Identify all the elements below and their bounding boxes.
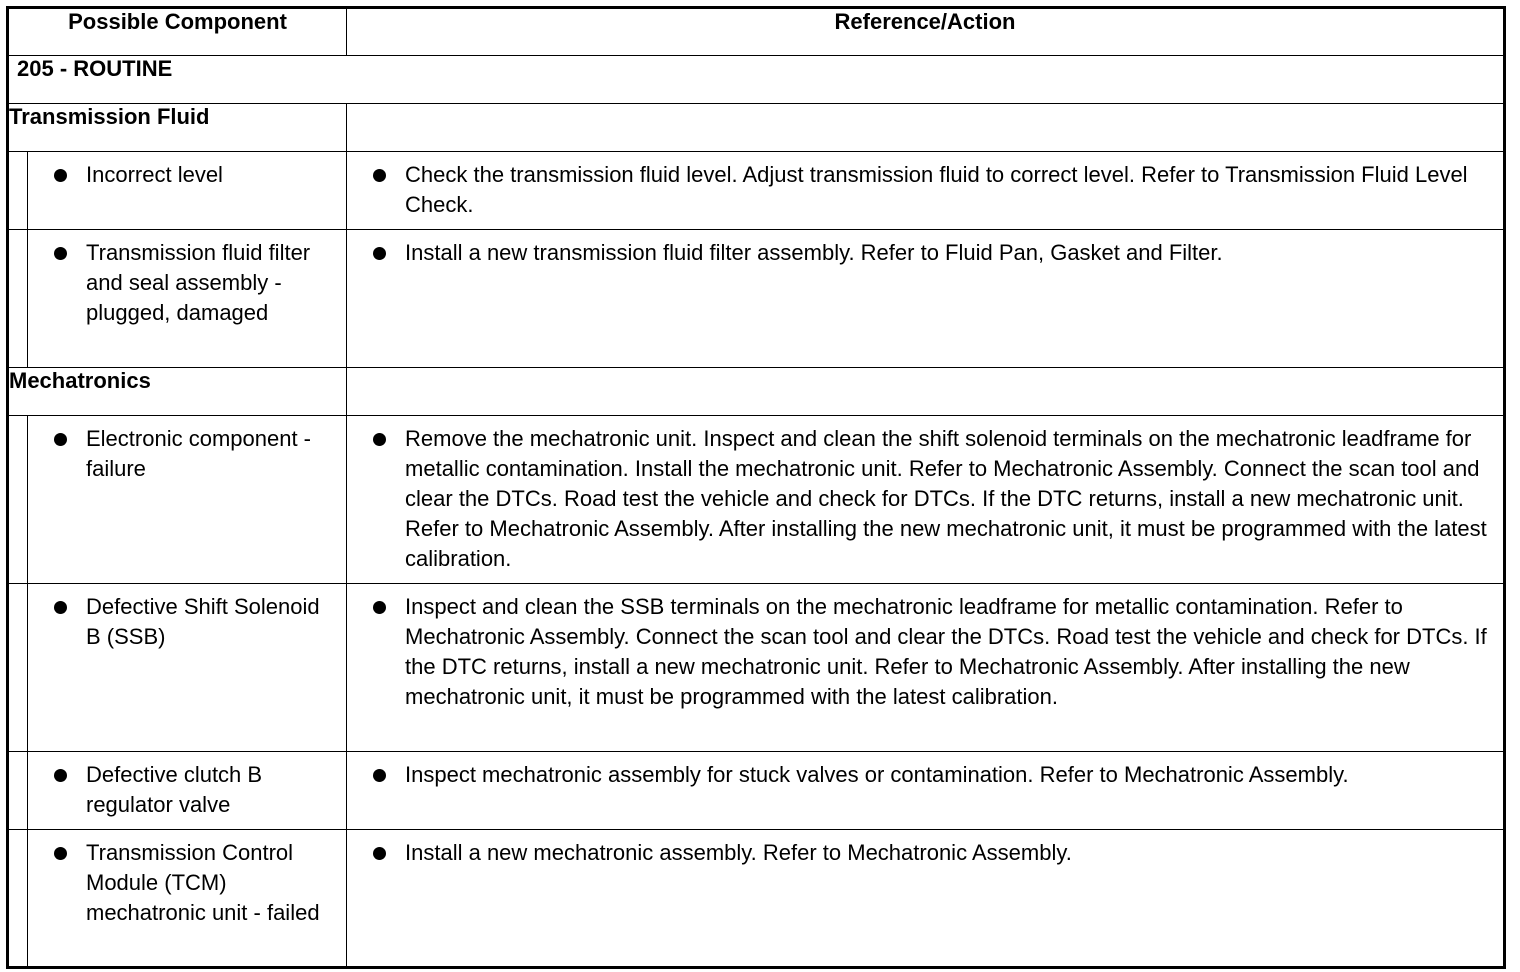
indent-cell [8,416,28,584]
component-cell [28,416,347,584]
table-row [8,416,1505,584]
indent-cell [8,152,28,230]
action-text: Inspect and clean the SSB terminals on the mechatronic leadframe for metallic contamination. Refer to Mechatronic Assembly. Connect the scan tool and clear the DTCs. Road test the vehicle and check for DTCs. If the DTC returns, install a new mechatronic unit. Refer to Mechatronic Assembly. After installing the new mechatronic unit, it must be programmed with the latest calibration. [405,594,1487,709]
action-text: Check the transmission fluid level. Adjust transmission fluid to correct level. Refer to Transmission Fluid Level Check. [405,162,1468,217]
group-title: Transmission Fluid [8,104,347,152]
bullet-icon [373,247,386,260]
header-reference-action: Reference/Action [347,8,1505,56]
indent-cell [8,584,28,752]
table-row [8,230,1505,368]
bullet-icon [54,847,67,860]
component-cell [28,584,347,752]
table-row [8,830,1505,968]
action-text: Install a new transmission fluid filter assembly. Refer to Fluid Pan, Gasket and Filter. [405,240,1223,265]
group-title-action-empty [347,368,1505,416]
bullet-icon [54,169,67,182]
header-possible-component: Possible Component [8,8,347,56]
bullet-icon [373,433,386,446]
action-cell [347,416,1505,584]
bullet-icon [373,769,386,782]
component-cell [28,230,347,368]
action-text: Install a new mechatronic assembly. Refer to Mechatronic Assembly. [405,840,1072,865]
bullet-icon [54,769,67,782]
table-row [8,152,1505,230]
action-cell [347,752,1505,830]
component-text: Defective clutch B regulator valve [86,762,263,817]
indent-cell [8,230,28,368]
group-title-action-empty [347,104,1505,152]
section-row [8,56,1505,104]
indent-cell [8,752,28,830]
component-text: Incorrect level [86,162,223,187]
bullet-icon [54,247,67,260]
bullet-icon [373,169,386,182]
group-title: Mechatronics [8,368,347,416]
table-row [8,584,1505,752]
bullet-icon [54,433,67,446]
component-text: Defective Shift Solenoid B (SSB) [86,594,320,649]
component-cell [28,752,347,830]
diagnostic-table [6,6,1506,969]
section-title: 205 - ROUTINE [8,56,1505,104]
component-text: Transmission fluid filter and seal assembly - plugged, damaged [86,240,311,325]
bullet-icon [373,847,386,860]
indent-cell [8,830,28,968]
action-cell [347,584,1505,752]
group-row-transmission-fluid [8,104,1505,152]
table-row [8,752,1505,830]
action-cell [347,152,1505,230]
action-text: Inspect mechatronic assembly for stuck valves or contamination. Refer to Mechatronic Assembly. [405,762,1349,787]
table-header-row [8,8,1505,56]
action-text: Remove the mechatronic unit. Inspect and clean the shift solenoid terminals on the mechatronic leadframe for metallic contamination. Install the mechatronic unit. Refer to Mechatronic Assembly. Connect the scan tool and clear the DTCs. Road test the vehicle and check for DTCs. If the DTC returns, install a new mechatronic unit. Refer to Mechatronic Assembly. After installing the new mechatronic unit, it must be programmed with the latest calibration. [405,426,1487,571]
component-text: Electronic component - failure [86,426,311,481]
action-cell [347,830,1505,968]
component-cell [28,152,347,230]
group-row-mechatronics [8,368,1505,416]
bullet-icon [373,601,386,614]
component-cell [28,830,347,968]
bullet-icon [54,601,67,614]
component-text: Transmission Control Module (TCM) mechatronic unit - failed [86,840,320,925]
action-cell [347,230,1505,368]
